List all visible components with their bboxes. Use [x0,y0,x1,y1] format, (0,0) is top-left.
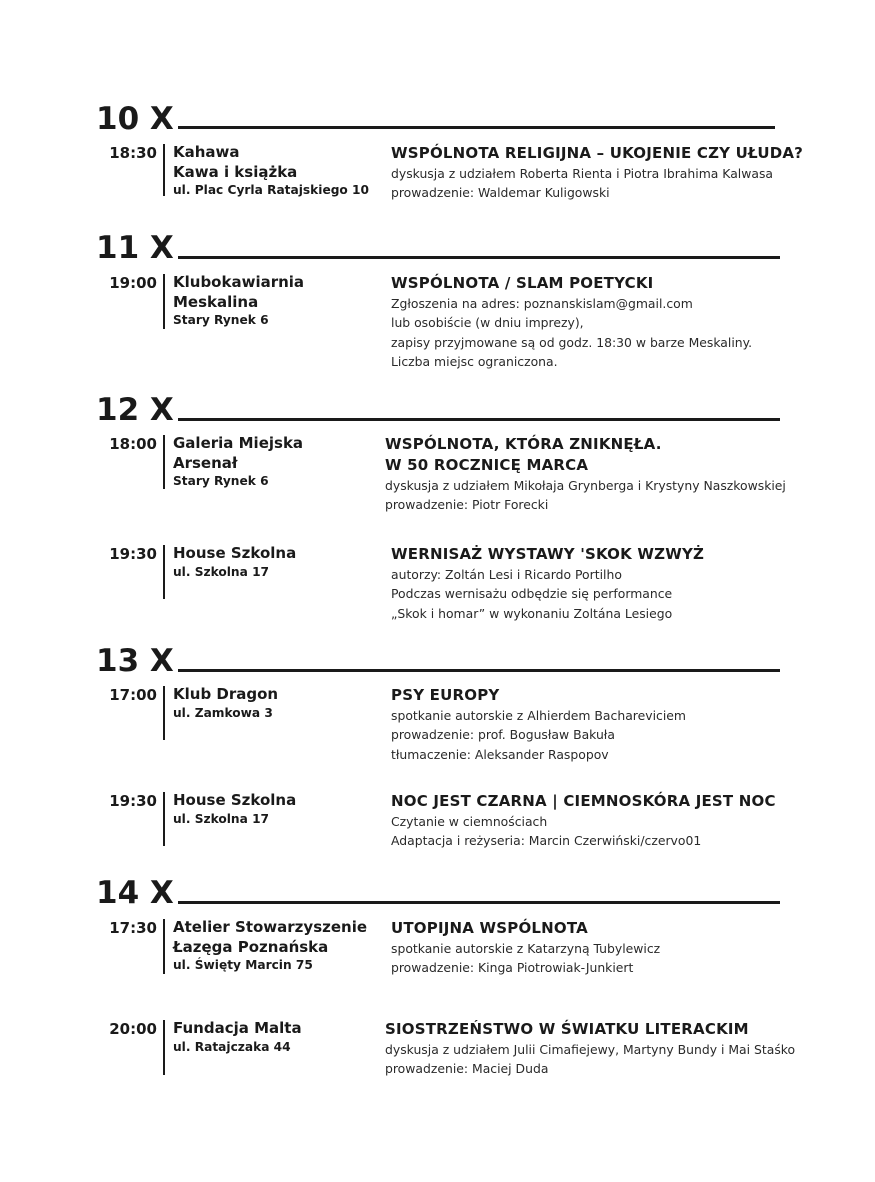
venue-name: Galeria Miejska [173,434,304,452]
event-description-line: dyskusja z udziałem Julii Cimafiejewy, Martyny Bundy i Mai Staśko [385,1042,796,1057]
event-time: 19:30 [109,792,157,810]
venue-name: Kawa i książka [173,162,298,181]
event-venue [173,791,296,828]
event-time: 18:00 [109,435,157,453]
day-divider-rule [178,418,780,421]
event-title: UTOPIJNA WSPÓLNOTA [391,919,588,937]
event-venue [173,685,278,722]
venue-name: Klubokawiarnia [173,273,305,291]
event-description-line: „Skok i homar” w wykonaniu Zoltána Lesiego [391,605,673,621]
event-divider-bar [163,274,165,329]
venue-address: Stary Rynek 6 [173,474,269,488]
venue-address: ul. Szkolna 17 [173,564,270,579]
event-time: 19:30 [109,545,157,563]
event-venue [173,918,367,974]
event-description-line: dyskusja z udziałem Mikołaja Grynberga i Krystyny Naszkowskiej [385,478,786,493]
event-title: SIOSTRZEŃSTWO W ŚWIATKU LITERACKIM [385,1020,749,1038]
event-details [391,791,776,851]
event-description-line: prowadzenie: Piotr Forecki [385,497,549,513]
venue-name: House Szkolna [173,544,297,562]
event-description-line: Adaptacja i reżyseria: Marcin Czerwiński/czervo01 [391,833,702,849]
event-description-line: autorzy: Zoltán Lesi i Ricardo Portilho [391,567,622,582]
venue-address: ul. Zamkowa 3 [173,705,273,720]
event-details [385,434,786,515]
event-venue [173,544,296,581]
event-details [391,273,752,371]
venue-name: Meskalina [173,292,259,311]
event-description-line: Zgłoszenia na adres: poznanskislam@gmail.com [391,296,693,311]
event-details [391,685,686,764]
event-time: 17:30 [109,919,157,937]
event-time: 19:00 [109,274,157,292]
event-divider-bar [163,435,165,489]
event-title: WSPÓLNOTA RELIGIJNA – UKOJENIE CZY UŁUDA? [391,144,804,162]
event-description-line: tłumaczenie: Aleksander Raspopov [391,746,609,762]
venue-address: ul. Ratajczaka 44 [173,1039,291,1054]
day-heading: 12 X [96,392,174,428]
event-details [391,918,660,978]
event-title: WERNISAŻ WYSTAWY 'SKOK WZWYŻ [391,545,705,563]
venue-name: Arsenał [173,453,238,472]
venue-address: Stary Rynek 6 [173,313,269,327]
venue-address: ul. Szkolna 17 [173,811,270,826]
event-divider-bar [163,545,165,599]
event-title: PSY EUROPY [391,686,500,704]
event-venue [173,1019,302,1056]
event-title: W 50 ROCZNICĘ MARCA [385,456,589,474]
venue-name: House Szkolna [173,791,297,809]
event-description-line: prowadzenie: Maciej Duda [385,1061,549,1077]
event-divider-bar [163,686,165,740]
event-description-line: spotkanie autorskie z Alhierdem Bachareviciem [391,708,686,723]
event-description-line: Liczba miejsc ograniczona. [391,353,558,369]
event-divider-bar [163,144,165,196]
venue-name: Kahawa [173,143,240,161]
event-time: 17:00 [109,686,157,704]
event-description-line: zapisy przyjmowane są od godz. 18:30 w barze Meskaliny. [391,334,753,350]
event-title: WSPÓLNOTA / SLAM POETYCKI [391,274,654,292]
event-description-line: spotkanie autorskie z Katarzyną Tubylewicz [391,941,661,956]
event-time: 20:00 [109,1020,157,1038]
venue-name: Klub Dragon [173,685,279,703]
day-heading: 10 X [96,101,174,137]
venue-address: ul. Święty Marcin 75 [173,958,313,972]
event-details [391,544,704,623]
event-title: WSPÓLNOTA, KTÓRA ZNIKNĘŁA. [385,435,662,453]
event-description-line: lub osobiście (w dniu imprezy), [391,315,584,331]
event-divider-bar [163,792,165,846]
day-divider-rule [178,901,780,904]
event-description-line: prowadzenie: prof. Bogusław Bakuła [391,727,615,743]
event-description-line: prowadzenie: Kinga Piotrowiak-Junkiert [391,960,634,976]
event-description-line: Podczas wernisażu odbędzie się performance [391,586,673,602]
venue-name: Fundacja Malta [173,1019,302,1037]
event-venue [173,143,369,199]
day-heading: 11 X [96,230,174,266]
event-description-line: prowadzenie: Waldemar Kuligowski [391,185,610,201]
venue-address: ul. Plac Cyrla Ratajskiego 10 [173,183,370,197]
event-title: NOC JEST CZARNA | CIEMNOSKÓRA JEST NOC [391,792,776,810]
event-description-line: Czytanie w ciemnościach [391,814,548,829]
event-venue [173,273,304,329]
event-divider-bar [163,919,165,974]
event-details [385,1019,795,1079]
event-venue [173,434,303,490]
event-time: 18:30 [109,144,157,162]
day-divider-rule [178,669,780,672]
venue-name: Atelier Stowarzyszenie [173,918,368,936]
day-heading: 13 X [96,643,174,679]
day-divider-rule [178,256,780,259]
event-description-line: dyskusja z udziałem Roberta Rienta i Piotra Ibrahima Kalwasa [391,166,774,181]
day-divider-rule [178,126,775,129]
day-heading: 14 X [96,875,174,911]
event-divider-bar [163,1020,165,1075]
venue-name: Łazęga Poznańska [173,937,329,956]
event-details [391,143,803,203]
